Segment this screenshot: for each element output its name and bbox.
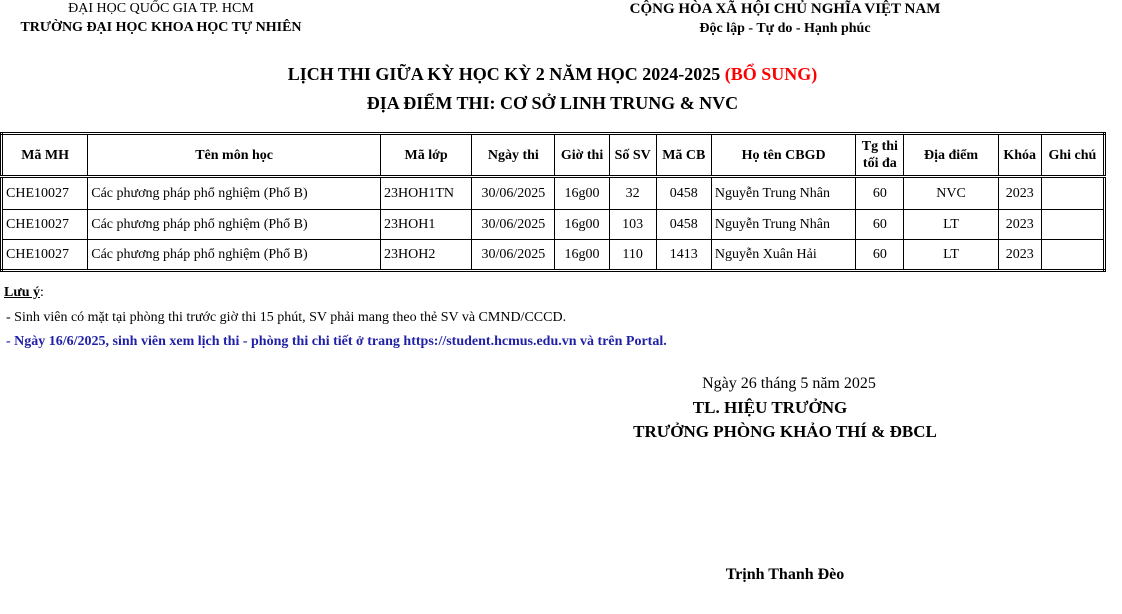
table-row: [2, 177, 1105, 210]
cell-ten-mon: Các phương pháp phổ nghiệm (Phổ B): [88, 240, 381, 271]
header-ma-lop: Mã lớp: [381, 134, 472, 177]
university-name: ĐẠI HỌC QUỐC GIA TP. HCM: [68, 1, 254, 16]
cell-ten-mon: Các phương pháp phổ nghiệm (Phổ B): [88, 177, 381, 210]
signature-role-1: TL. HIỆU TRƯỞNG: [692, 398, 848, 417]
signature-date: Ngày 26 tháng 5 năm 2025: [702, 375, 876, 392]
cell-so-sv: 32: [609, 177, 656, 210]
cell-ghi-chu: [1041, 240, 1104, 271]
notes-heading: [4, 285, 44, 301]
cell-khoa: 2023: [998, 177, 1041, 210]
header-ma-mh: Mã MH: [2, 134, 88, 177]
cell-gio-thi: 16g00: [555, 210, 609, 240]
cell-gio-thi: 16g00: [555, 177, 609, 210]
cell-ma-mh: CHE10027: [2, 210, 88, 240]
cell-ma-cb: 0458: [656, 210, 711, 240]
header-so-sv: Số SV: [609, 134, 656, 177]
cell-tg-thi: 60: [856, 177, 904, 210]
header-ho-ten: Họ tên CBGD: [711, 134, 855, 177]
cell-ho-ten: Nguyễn Trung Nhân: [711, 177, 855, 210]
exam-schedule-table: [0, 132, 1106, 272]
cell-tg-thi: 60: [856, 240, 904, 271]
header-ngay-thi: Ngày thi: [472, 134, 555, 177]
header-ma-cb: Mã CB: [656, 134, 711, 177]
table-row: [2, 210, 1105, 240]
header-tg-thi-line1: Tg thi: [861, 139, 898, 154]
page-title: [0, 64, 1105, 85]
faculty-name: TRƯỜNG ĐẠI HỌC KHOA HỌC TỰ NHIÊN: [20, 20, 302, 35]
cell-so-sv: 110: [609, 240, 656, 271]
cell-so-sv: 103: [609, 210, 656, 240]
cell-ma-mh: CHE10027: [2, 240, 88, 271]
cell-ho-ten: Nguyễn Trung Nhân: [711, 210, 855, 240]
cell-ghi-chu: [1041, 210, 1104, 240]
cell-ma-lop: 23HOH1TN: [381, 177, 472, 210]
cell-khoa: 2023: [998, 240, 1041, 271]
cell-tg-thi: 60: [856, 210, 904, 240]
header-tg-thi-line2: tối đa: [862, 156, 897, 171]
header-ghi-chu: Ghi chú: [1041, 134, 1104, 177]
page-subtitle: ĐỊA ĐIỂM THI: CƠ SỞ LINH TRUNG & NVC: [366, 93, 739, 113]
title-main: LỊCH THI GIỮA KỲ HỌC KỲ 2 NĂM HỌC 2024-2025: [287, 64, 721, 84]
cell-ho-ten: Nguyễn Xuân Hải: [711, 240, 855, 271]
notes-label: Lưu ý: [4, 285, 41, 300]
cell-ngay-thi: 30/06/2025: [472, 210, 555, 240]
cell-dia-diem: LT: [904, 240, 998, 271]
note-line-1: - Sinh viên có mặt tại phòng thi trước giờ thi 15 phút, SV phải mang theo thẻ SV và CMND/CCCD.: [6, 310, 567, 325]
cell-ma-cb: 0458: [656, 177, 711, 210]
national-motto: Độc lập - Tự do - Hạnh phúc: [699, 21, 871, 36]
cell-dia-diem: LT: [904, 210, 998, 240]
cell-khoa: 2023: [998, 210, 1041, 240]
cell-ngay-thi: 30/06/2025: [472, 177, 555, 210]
note-line-2: - Ngày 16/6/2025, sinh viên xem lịch thi - phòng thi chi tiết ở trang https://student.hcmus.edu.vn và trên Portal.: [6, 334, 667, 349]
header-khoa: Khóa: [998, 134, 1041, 177]
cell-ma-cb: 1413: [656, 240, 711, 271]
signatory-name: Trịnh Thanh Đèo: [725, 566, 845, 583]
table-header-row: [2, 134, 1105, 177]
header-ten-mon: Tên môn học: [88, 134, 381, 177]
signature-role-2: TRƯỞNG PHÒNG KHẢO THÍ & ĐBCL: [633, 422, 937, 441]
notes-colon: :: [40, 285, 44, 300]
cell-dia-diem: NVC: [904, 177, 998, 210]
table-row: [2, 240, 1105, 271]
header-tg-thi: [856, 134, 904, 177]
cell-gio-thi: 16g00: [555, 240, 609, 271]
cell-ten-mon: Các phương pháp phổ nghiệm (Phổ B): [88, 210, 381, 240]
title-supplement: (BỔ SUNG): [724, 64, 818, 84]
cell-ma-lop: 23HOH1: [381, 210, 472, 240]
header-gio-thi: Giờ thi: [555, 134, 609, 177]
header-dia-diem: Địa điểm: [904, 134, 998, 177]
cell-ghi-chu: [1041, 177, 1104, 210]
cell-ma-mh: CHE10027: [2, 177, 88, 210]
national-title: CỘNG HÒA XÃ HỘI CHỦ NGHĨA VIỆT NAM: [629, 1, 941, 17]
cell-ngay-thi: 30/06/2025: [472, 240, 555, 271]
cell-ma-lop: 23HOH2: [381, 240, 472, 271]
